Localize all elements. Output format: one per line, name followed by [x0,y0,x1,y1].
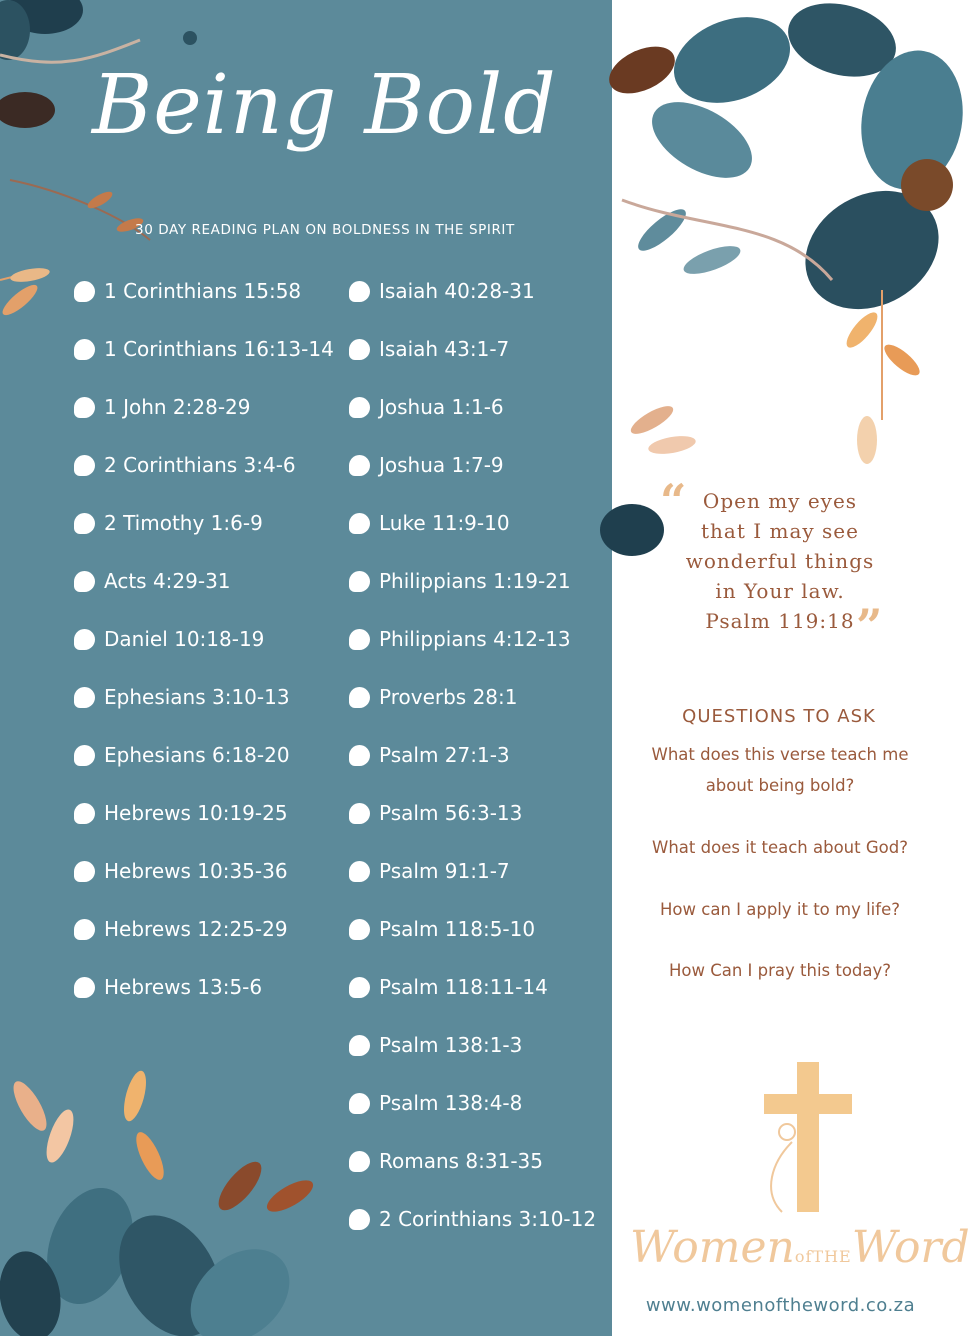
reading-item: Joshua 1:1-6 [349,392,504,422]
bullet-icon [349,397,370,418]
question-1-line-2: about being bold? [705,776,855,795]
reading-item: Hebrews 13:5-6 [74,972,262,1002]
bullet-icon [349,1209,370,1230]
reading-item: Acts 4:29-31 [74,566,231,596]
bullet-icon [349,803,370,824]
question-1-line-1: What does this verse teach me [651,745,909,764]
bullet-icon [349,1151,370,1172]
cross-logo [742,1052,892,1222]
reading-item: Psalm 27:1-3 [349,740,510,770]
reading-item: Ephesians 6:18-20 [74,740,290,770]
questions-heading: QUESTIONS TO ASK [682,706,876,727]
reading-item: Romans 8:31-35 [349,1146,543,1176]
bullet-icon [349,861,370,882]
bullet-icon [74,281,95,302]
reading-item: Isaiah 43:1-7 [349,334,509,364]
bullet-icon [74,571,95,592]
bullet-icon [74,513,95,534]
bullet-icon [74,919,95,940]
reading-item: Joshua 1:7-9 [349,450,504,480]
bullet-icon [349,339,370,360]
reading-item: Luke 11:9-10 [349,508,510,538]
brand-logo-text: WomenofTHEWord [630,1222,970,1273]
bible-quote: Open my eyes that I may see wonderful things in Your law. Psalm 119:18 [685,489,875,633]
reading-item: Ephesians 3:10-13 [74,682,290,712]
website-link[interactable]: www.womenoftheword.co.za [645,1295,916,1316]
bullet-icon [349,281,370,302]
open-quote-icon: “ [660,474,687,528]
bullet-icon [74,687,95,708]
bullet-icon [349,1035,370,1056]
reading-item: Hebrews 12:25-29 [74,914,288,944]
reading-item: Psalm 118:5-10 [349,914,535,944]
bullet-icon [74,339,95,360]
reading-item: 2 Corinthians 3:10-12 [349,1204,596,1234]
reading-item: Hebrews 10:35-36 [74,856,288,886]
bullet-icon [349,919,370,940]
reading-item: Psalm 138:1-3 [349,1030,522,1060]
bullet-icon [349,745,370,766]
sidebar-panel [612,0,970,1336]
bullet-icon [349,1093,370,1114]
bullet-icon [349,513,370,534]
bullet-icon [74,745,95,766]
page-title: Being Bold [92,58,557,153]
bullet-icon [349,687,370,708]
reading-item: 2 Corinthians 3:4-6 [74,450,296,480]
bullet-icon [349,571,370,592]
reading-item: Psalm 91:1-7 [349,856,510,886]
reading-item: Psalm 56:3-13 [349,798,522,828]
bullet-icon [74,977,95,998]
bullet-icon [74,397,95,418]
reading-item: 1 Corinthians 15:58 [74,276,301,306]
reading-item: Proverbs 28:1 [349,682,517,712]
bullet-icon [349,977,370,998]
reading-item: Philippians 4:12-13 [349,624,571,654]
close-quote-icon: ” [856,599,883,653]
reading-item: Daniel 10:18-19 [74,624,264,654]
question-2: What does it teach about God? [652,838,908,857]
reading-item: Hebrews 10:19-25 [74,798,288,828]
bullet-icon [74,629,95,650]
reading-item: Philippians 1:19-21 [349,566,571,596]
reading-item: 1 Corinthians 16:13-14 [74,334,334,364]
bullet-icon [74,803,95,824]
page-subtitle: 30 DAY READING PLAN ON BOLDNESS IN THE SPIRIT [135,222,515,238]
question-4: How Can I pray this today? [668,961,892,980]
reading-item: Psalm 138:4-8 [349,1088,522,1118]
bullet-icon [74,455,95,476]
floral-decoration-bottom-left [0,1046,340,1336]
reading-item: Isaiah 40:28-31 [349,276,535,306]
bullet-icon [349,455,370,476]
question-3: How can I apply it to my life? [660,900,900,919]
bullet-icon [74,861,95,882]
reading-item: 1 John 2:28-29 [74,392,251,422]
reading-item: Psalm 118:11-14 [349,972,548,1002]
bullet-icon [349,629,370,650]
floral-decoration-top-right [612,0,945,480]
reading-item: 2 Timothy 1:6-9 [74,508,263,538]
